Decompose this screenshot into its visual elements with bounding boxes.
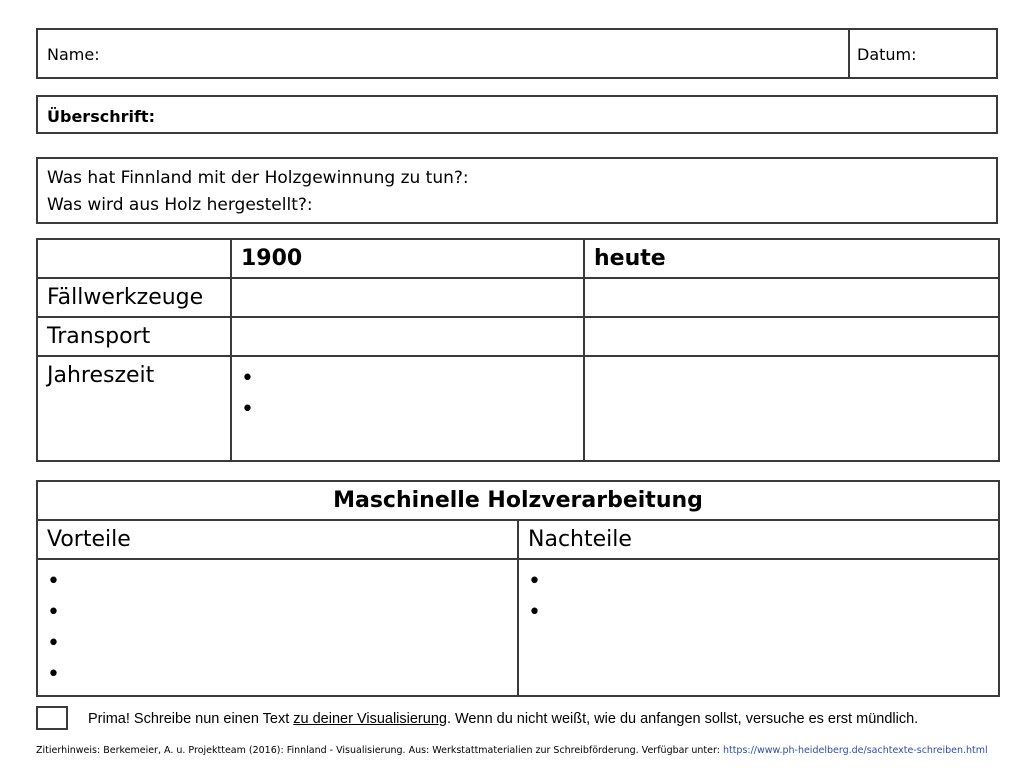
row-label-faellwerkzeuge: Fällwerkzeuge <box>37 278 231 317</box>
list-item <box>47 659 508 690</box>
name-date-row <box>36 28 998 79</box>
cell-nachteile-bullets <box>518 559 999 696</box>
name-label: Name: <box>47 45 100 64</box>
table-row <box>37 559 999 696</box>
question-finland: Was hat Finnland mit der Holzgewinnung zu tun?: <box>47 168 469 188</box>
list-item <box>528 566 989 597</box>
list-item <box>241 394 574 425</box>
bullet-list <box>241 363 574 425</box>
bullet-list <box>47 566 508 690</box>
cell-1900 <box>231 317 584 356</box>
prompt-text-underlined: zu deiner Visualisierung <box>293 711 447 727</box>
citation <box>36 745 988 756</box>
list-item <box>528 597 989 628</box>
prompt-text-end: . Wenn du nicht weißt, wie du anfangen sollst, versuche es erst mündlich. <box>446 711 919 727</box>
heading-label: Überschrift: <box>47 107 155 126</box>
citation-text: Zitierhinweis: Berkemeier, A. u. Projektteam (2016): Finnland - Visualisierung. Aus: Werkstattmaterialien zur Schreibförderung. Verfügbar unter: <box>36 745 723 756</box>
table-row <box>37 278 999 317</box>
list-item <box>47 597 508 628</box>
list-item <box>47 628 508 659</box>
header-cell-empty <box>37 239 231 278</box>
writing-prompt <box>88 711 918 727</box>
done-checkbox[interactable] <box>36 706 68 730</box>
table-title: Maschinelle Holzverarbeitung <box>37 481 999 520</box>
row-label-jahreszeit: Jahreszeit <box>37 356 231 461</box>
cell-heute <box>584 317 999 356</box>
list-item <box>47 566 508 597</box>
table-title-row <box>37 481 999 520</box>
prompt-text-start: Prima! Schreibe nun einen Text <box>88 711 294 727</box>
header-nachteile: Nachteile <box>518 520 999 559</box>
header-vorteile: Vorteile <box>37 520 518 559</box>
citation-link[interactable]: https://www.ph-heidelberg.de/sachtexte-schreiben.html <box>722 745 988 756</box>
divider <box>848 30 850 77</box>
machine-processing-table <box>36 480 1000 697</box>
row-label-transport: Transport <box>37 317 231 356</box>
table-row <box>37 317 999 356</box>
header-cell-heute: heute <box>584 239 999 278</box>
date-label: Datum: <box>857 45 917 64</box>
questions-box <box>36 157 998 224</box>
cell-1900 <box>231 278 584 317</box>
header-cell-1900: 1900 <box>231 239 584 278</box>
cell-vorteile-bullets <box>37 559 518 696</box>
table-row <box>37 356 999 461</box>
heading-row <box>36 95 998 134</box>
bullet-list <box>528 566 989 628</box>
cell-1900-bullets <box>231 356 584 461</box>
cell-heute <box>584 356 999 461</box>
cell-heute <box>584 278 999 317</box>
table-header-row <box>37 239 999 278</box>
table-header-row <box>37 520 999 559</box>
list-item <box>241 363 574 394</box>
question-wood-products: Was wird aus Holz hergestellt?: <box>47 195 313 215</box>
comparison-table <box>36 238 1000 462</box>
